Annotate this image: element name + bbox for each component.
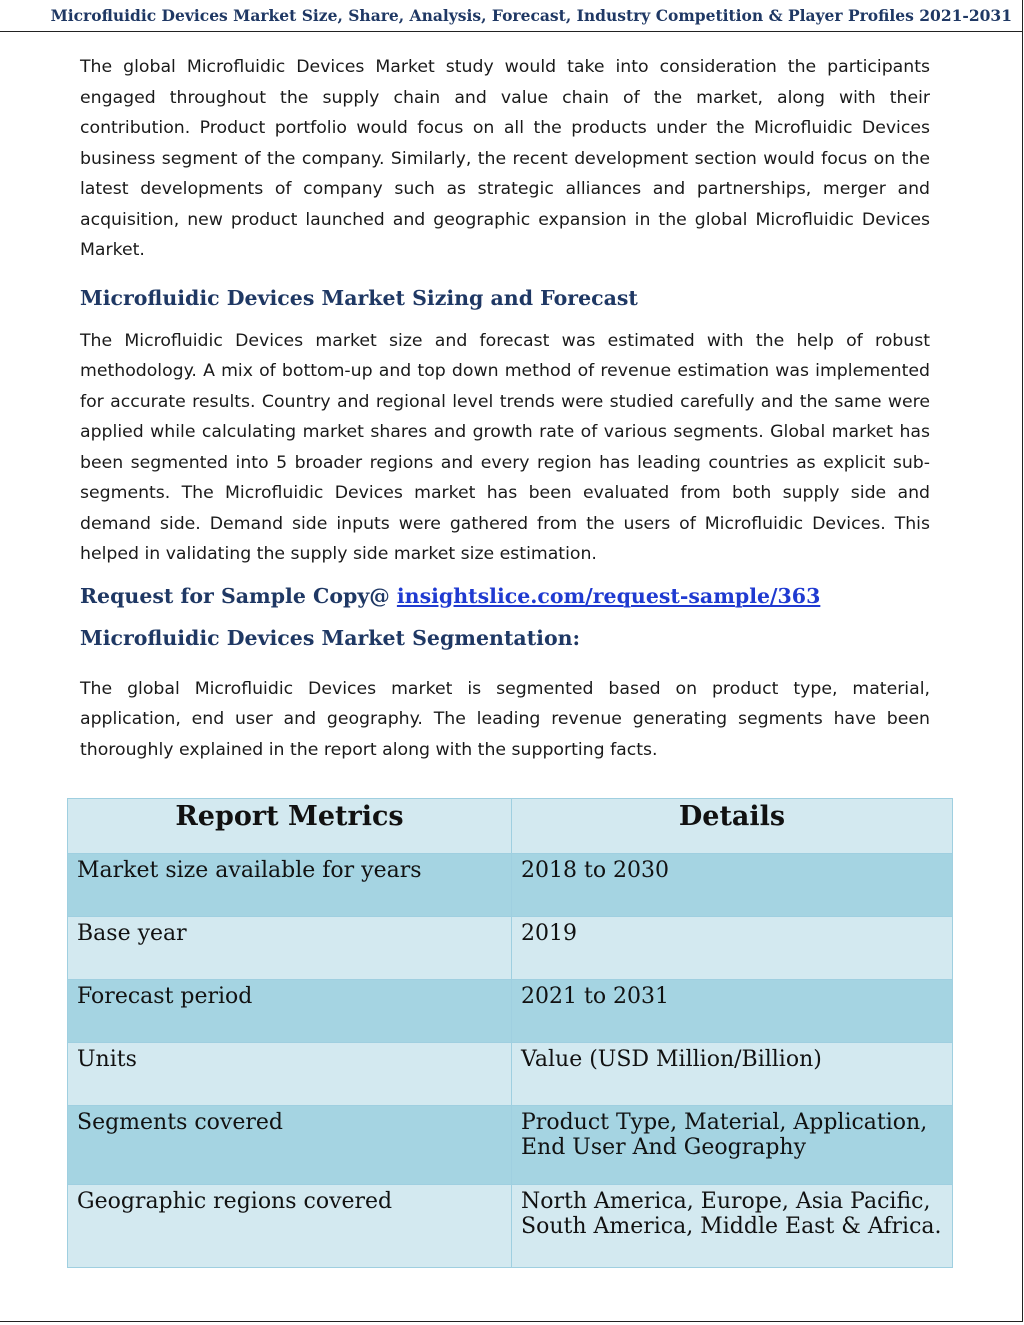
- page-header: Microfluidic Devices Market Size, Share, Analysis, Forecast, Industry Competition & Player Profiles 2021-2031: [0, 0, 1022, 32]
- table-header-metrics: Report Metrics: [68, 799, 512, 854]
- table-cell-metric: Forecast period: [68, 980, 512, 1043]
- table-row: [68, 854, 953, 917]
- table-cell-detail: 2019: [512, 917, 953, 980]
- table-cell-detail: North America, Europe, Asia Pacific, South America, Middle East & Africa.: [512, 1185, 953, 1268]
- table-row: [68, 917, 953, 980]
- table-row: [68, 1043, 953, 1106]
- table-header-details: Details: [512, 799, 953, 854]
- sizing-paragraph: The Microfluidic Devices market size and forecast was estimated with the help of robust methodology. A mix of bottom-up and top down method of revenue estimation was implemented for accurate results. Country and regional level trends were studied carefully and the same were applied while calculating market shares and growth rate of various segments. Global market has been segmented into 5 broader regions and every region has leading countries as explicit sub-segments. The Microfluidic Devices market has been evaluated from both supply side and demand side. Demand side inputs were gathered from the users of Microfluidic Devices. This helped in validating the supply side market size estimation.: [80, 330, 930, 564]
- table-row: [68, 1185, 953, 1268]
- segmentation-paragraph: The global Microfluidic Devices market is segmented based on product type, material, application, end user and geography. The leading revenue generating segments have been thoroughly explained in the report along with the supporting facts.: [80, 678, 930, 760]
- intro-paragraph: The global Microfluidic Devices Market study would take into consideration the participants engaged throughout the supply chain and value chain of the market, along with their contribution. Product portfolio would focus on all the products under the Microfluidic Devices business segment of the company. Similarly, the recent development section would focus on the latest developments of company such as strategic alliances and partnerships, merger and acquisition, new product launched and geographic expansion in the global Microfluidic Devices Market.: [80, 57, 930, 260]
- table-cell-metric: Base year: [68, 917, 512, 980]
- sample-request-link[interactable]: insightslice.com/request-sample/363: [396, 583, 821, 608]
- table-row: [68, 980, 953, 1043]
- table-row: [68, 1106, 953, 1185]
- sample-request-label: Request for Sample Copy@: [80, 583, 397, 608]
- document-body: [80, 52, 930, 765]
- segmentation-heading: Microfluidic Devices Market Segmentation:: [80, 625, 581, 650]
- table-cell-metric: Segments covered: [68, 1106, 512, 1185]
- table-header-row: [68, 799, 953, 854]
- table-cell-metric: Geographic regions covered: [68, 1185, 512, 1268]
- report-metrics-table: [67, 798, 953, 1268]
- table-cell-detail: Product Type, Material, Application, End User And Geography: [512, 1106, 953, 1185]
- table-cell-detail: 2021 to 2031: [512, 980, 953, 1043]
- sizing-heading: Microfluidic Devices Market Sizing and Forecast: [80, 285, 638, 310]
- sample-request-line: [80, 584, 930, 608]
- table-cell-detail: Value (USD Million/Billion): [512, 1043, 953, 1106]
- table-cell-metric: Market size available for years: [68, 854, 512, 917]
- table-cell-metric: Units: [68, 1043, 512, 1106]
- table-cell-detail: 2018 to 2030: [512, 854, 953, 917]
